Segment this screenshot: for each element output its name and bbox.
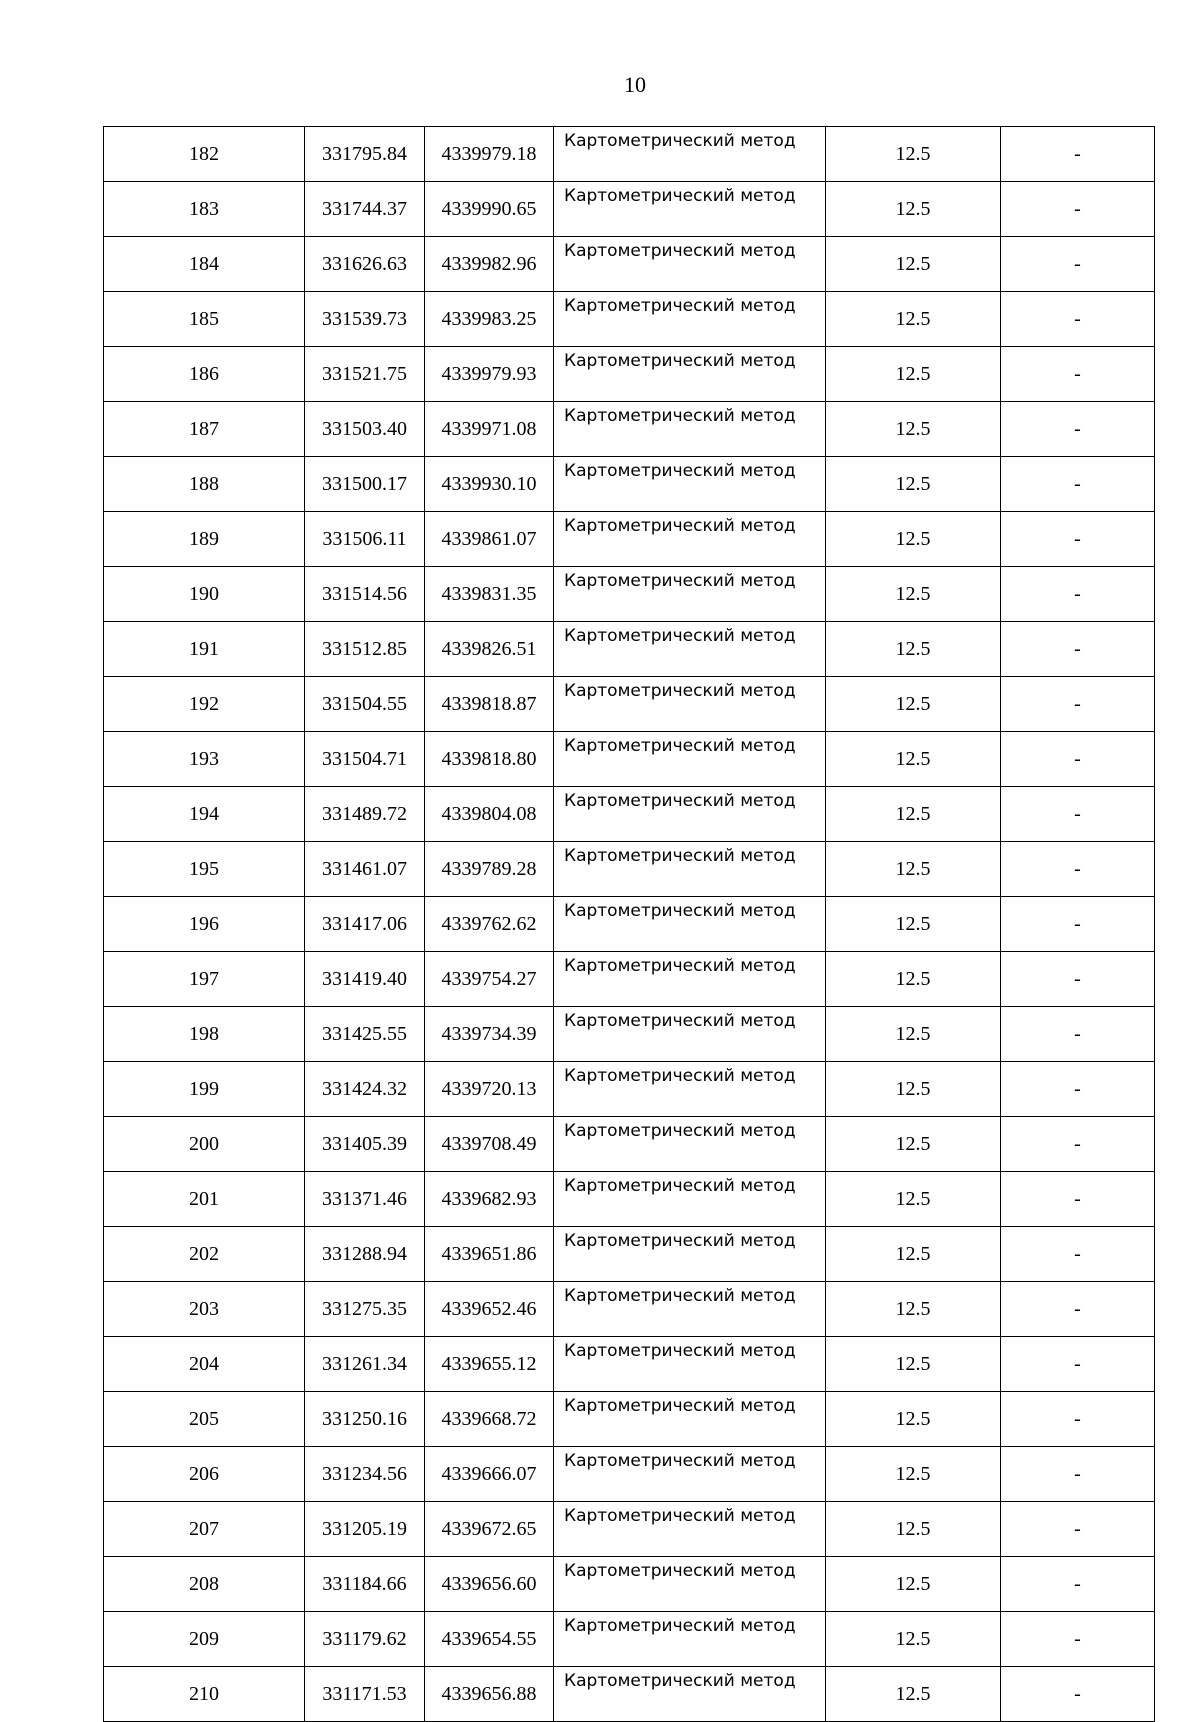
cell-accuracy: 12.5 <box>826 127 1001 182</box>
cell-accuracy: 12.5 <box>826 732 1001 787</box>
cell-note: - <box>1001 1667 1155 1722</box>
table-row <box>104 347 1155 402</box>
cell-point-number: 186 <box>104 347 305 402</box>
cell-coordinate-x: 331504.55 <box>305 677 425 732</box>
cell-point-number: 202 <box>104 1227 305 1282</box>
cell-note: - <box>1001 1337 1155 1392</box>
cell-point-number: 185 <box>104 292 305 347</box>
table-row <box>104 787 1155 842</box>
table-row <box>104 1117 1155 1172</box>
coordinates-table <box>103 126 1155 1722</box>
cell-coordinate-x: 331275.35 <box>305 1282 425 1337</box>
cell-note: - <box>1001 1557 1155 1612</box>
cell-coordinate-x: 331503.40 <box>305 402 425 457</box>
cell-note: - <box>1001 182 1155 237</box>
cell-method: Картометрический метод <box>554 1502 826 1557</box>
cell-point-number: 203 <box>104 1282 305 1337</box>
table-row <box>104 1447 1155 1502</box>
cell-point-number: 198 <box>104 1007 305 1062</box>
cell-coordinate-x: 331288.94 <box>305 1227 425 1282</box>
cell-point-number: 188 <box>104 457 305 512</box>
cell-point-number: 200 <box>104 1117 305 1172</box>
cell-coordinate-x: 331250.16 <box>305 1392 425 1447</box>
cell-coordinate-y: 4339682.93 <box>425 1172 554 1227</box>
cell-note: - <box>1001 677 1155 732</box>
cell-accuracy: 12.5 <box>826 1282 1001 1337</box>
cell-method: Картометрический метод <box>554 182 826 237</box>
cell-coordinate-x: 331205.19 <box>305 1502 425 1557</box>
table-row <box>104 1392 1155 1447</box>
table-row <box>104 292 1155 347</box>
cell-method: Картометрический метод <box>554 1117 826 1172</box>
cell-accuracy: 12.5 <box>826 512 1001 567</box>
cell-coordinate-x: 331504.71 <box>305 732 425 787</box>
cell-accuracy: 12.5 <box>826 622 1001 677</box>
cell-method: Картометрический метод <box>554 787 826 842</box>
cell-note: - <box>1001 1227 1155 1282</box>
cell-accuracy: 12.5 <box>826 567 1001 622</box>
cell-method: Картометрический метод <box>554 1392 826 1447</box>
cell-point-number: 197 <box>104 952 305 1007</box>
cell-coordinate-y: 4339826.51 <box>425 622 554 677</box>
cell-note: - <box>1001 952 1155 1007</box>
cell-accuracy: 12.5 <box>826 1117 1001 1172</box>
cell-note: - <box>1001 1062 1155 1117</box>
cell-method: Картометрический метод <box>554 567 826 622</box>
cell-method: Картометрический метод <box>554 402 826 457</box>
cell-method: Картометрический метод <box>554 732 826 787</box>
cell-coordinate-x: 331234.56 <box>305 1447 425 1502</box>
cell-accuracy: 12.5 <box>826 897 1001 952</box>
table-row <box>104 1337 1155 1392</box>
cell-coordinate-y: 4339656.60 <box>425 1557 554 1612</box>
cell-method: Картометрический метод <box>554 457 826 512</box>
cell-method: Картометрический метод <box>554 897 826 952</box>
cell-coordinate-y: 4339754.27 <box>425 952 554 1007</box>
cell-coordinate-y: 4339983.25 <box>425 292 554 347</box>
cell-accuracy: 12.5 <box>826 1062 1001 1117</box>
cell-method: Картометрический метод <box>554 127 826 182</box>
cell-point-number: 210 <box>104 1667 305 1722</box>
cell-method: Картометрический метод <box>554 1282 826 1337</box>
cell-coordinate-x: 331417.06 <box>305 897 425 952</box>
cell-accuracy: 12.5 <box>826 1502 1001 1557</box>
cell-coordinate-x: 331744.37 <box>305 182 425 237</box>
cell-method: Картометрический метод <box>554 237 826 292</box>
cell-coordinate-y: 4339652.46 <box>425 1282 554 1337</box>
cell-accuracy: 12.5 <box>826 457 1001 512</box>
cell-coordinate-x: 331179.62 <box>305 1612 425 1667</box>
page-number: 10 <box>624 72 646 97</box>
cell-point-number: 182 <box>104 127 305 182</box>
cell-accuracy: 12.5 <box>826 402 1001 457</box>
cell-point-number: 207 <box>104 1502 305 1557</box>
cell-coordinate-y: 4339672.65 <box>425 1502 554 1557</box>
cell-coordinate-x: 331424.32 <box>305 1062 425 1117</box>
cell-coordinate-x: 331795.84 <box>305 127 425 182</box>
cell-note: - <box>1001 842 1155 897</box>
cell-coordinate-x: 331500.17 <box>305 457 425 512</box>
cell-accuracy: 12.5 <box>826 182 1001 237</box>
cell-coordinate-x: 331261.34 <box>305 1337 425 1392</box>
table-row <box>104 457 1155 512</box>
table-row <box>104 1667 1155 1722</box>
cell-coordinate-x: 331521.75 <box>305 347 425 402</box>
cell-note: - <box>1001 897 1155 952</box>
table-row <box>104 952 1155 1007</box>
cell-coordinate-y: 4339861.07 <box>425 512 554 567</box>
cell-accuracy: 12.5 <box>826 347 1001 402</box>
cell-method: Картометрический метод <box>554 292 826 347</box>
cell-method: Картометрический метод <box>554 952 826 1007</box>
cell-point-number: 190 <box>104 567 305 622</box>
cell-coordinate-x: 331405.39 <box>305 1117 425 1172</box>
cell-point-number: 196 <box>104 897 305 952</box>
cell-note: - <box>1001 512 1155 567</box>
cell-method: Картометрический метод <box>554 1557 826 1612</box>
cell-note: - <box>1001 787 1155 842</box>
cell-point-number: 209 <box>104 1612 305 1667</box>
cell-method: Картометрический метод <box>554 1447 826 1502</box>
table-row <box>104 622 1155 677</box>
cell-accuracy: 12.5 <box>826 1612 1001 1667</box>
table-row <box>104 677 1155 732</box>
cell-accuracy: 12.5 <box>826 677 1001 732</box>
cell-point-number: 193 <box>104 732 305 787</box>
table-row <box>104 512 1155 567</box>
cell-point-number: 199 <box>104 1062 305 1117</box>
cell-accuracy: 12.5 <box>826 1392 1001 1447</box>
cell-coordinate-x: 331171.53 <box>305 1667 425 1722</box>
table-row <box>104 897 1155 952</box>
cell-point-number: 195 <box>104 842 305 897</box>
cell-point-number: 183 <box>104 182 305 237</box>
coordinates-table-body <box>104 127 1155 1722</box>
cell-note: - <box>1001 1172 1155 1227</box>
cell-coordinate-y: 4339789.28 <box>425 842 554 897</box>
cell-coordinate-x: 331419.40 <box>305 952 425 1007</box>
cell-coordinate-y: 4339818.80 <box>425 732 554 787</box>
cell-note: - <box>1001 127 1155 182</box>
cell-coordinate-x: 331461.07 <box>305 842 425 897</box>
cell-accuracy: 12.5 <box>826 952 1001 1007</box>
cell-coordinate-y: 4339971.08 <box>425 402 554 457</box>
cell-note: - <box>1001 1007 1155 1062</box>
table-row <box>104 1172 1155 1227</box>
table-row <box>104 1227 1155 1282</box>
cell-coordinate-x: 331184.66 <box>305 1557 425 1612</box>
table-row <box>104 127 1155 182</box>
cell-coordinate-y: 4339804.08 <box>425 787 554 842</box>
table-row <box>104 237 1155 292</box>
cell-note: - <box>1001 567 1155 622</box>
cell-accuracy: 12.5 <box>826 1557 1001 1612</box>
cell-method: Картометрический метод <box>554 1667 826 1722</box>
table-row <box>104 1502 1155 1557</box>
cell-point-number: 184 <box>104 237 305 292</box>
cell-coordinate-x: 331371.46 <box>305 1172 425 1227</box>
cell-method: Картометрический метод <box>554 347 826 402</box>
cell-method: Картометрический метод <box>554 1172 826 1227</box>
cell-coordinate-y: 4339990.65 <box>425 182 554 237</box>
cell-method: Картометрический метод <box>554 1062 826 1117</box>
cell-coordinate-y: 4339979.93 <box>425 347 554 402</box>
cell-coordinate-y: 4339734.39 <box>425 1007 554 1062</box>
cell-coordinate-x: 331512.85 <box>305 622 425 677</box>
cell-note: - <box>1001 1502 1155 1557</box>
cell-note: - <box>1001 1117 1155 1172</box>
cell-method: Картометрический метод <box>554 1612 826 1667</box>
cell-note: - <box>1001 457 1155 512</box>
cell-method: Картометрический метод <box>554 512 826 567</box>
cell-note: - <box>1001 402 1155 457</box>
cell-coordinate-x: 331489.72 <box>305 787 425 842</box>
cell-note: - <box>1001 622 1155 677</box>
cell-point-number: 201 <box>104 1172 305 1227</box>
cell-accuracy: 12.5 <box>826 1172 1001 1227</box>
cell-coordinate-y: 4339655.12 <box>425 1337 554 1392</box>
cell-point-number: 191 <box>104 622 305 677</box>
cell-note: - <box>1001 237 1155 292</box>
cell-accuracy: 12.5 <box>826 1337 1001 1392</box>
table-row <box>104 842 1155 897</box>
cell-point-number: 194 <box>104 787 305 842</box>
cell-coordinate-x: 331514.56 <box>305 567 425 622</box>
cell-point-number: 204 <box>104 1337 305 1392</box>
cell-coordinate-x: 331539.73 <box>305 292 425 347</box>
table-row <box>104 1007 1155 1062</box>
cell-point-number: 206 <box>104 1447 305 1502</box>
cell-note: - <box>1001 1392 1155 1447</box>
cell-accuracy: 12.5 <box>826 1447 1001 1502</box>
cell-point-number: 208 <box>104 1557 305 1612</box>
cell-point-number: 189 <box>104 512 305 567</box>
table-row <box>104 1062 1155 1117</box>
cell-method: Картометрический метод <box>554 1337 826 1392</box>
cell-note: - <box>1001 732 1155 787</box>
table-row <box>104 1282 1155 1337</box>
cell-note: - <box>1001 347 1155 402</box>
cell-coordinate-y: 4339654.55 <box>425 1612 554 1667</box>
cell-note: - <box>1001 292 1155 347</box>
table-row <box>104 567 1155 622</box>
cell-coordinate-y: 4339708.49 <box>425 1117 554 1172</box>
cell-coordinate-x: 331506.11 <box>305 512 425 567</box>
table-row <box>104 402 1155 457</box>
cell-coordinate-y: 4339979.18 <box>425 127 554 182</box>
cell-coordinate-y: 4339651.86 <box>425 1227 554 1282</box>
cell-note: - <box>1001 1612 1155 1667</box>
cell-coordinate-y: 4339831.35 <box>425 567 554 622</box>
cell-method: Картометрический метод <box>554 622 826 677</box>
cell-method: Картометрический метод <box>554 1227 826 1282</box>
cell-note: - <box>1001 1447 1155 1502</box>
cell-coordinate-y: 4339666.07 <box>425 1447 554 1502</box>
cell-coordinate-y: 4339656.88 <box>425 1667 554 1722</box>
table-row <box>104 1557 1155 1612</box>
cell-accuracy: 12.5 <box>826 292 1001 347</box>
table-row <box>104 1612 1155 1667</box>
cell-note: - <box>1001 1282 1155 1337</box>
cell-coordinate-y: 4339668.72 <box>425 1392 554 1447</box>
cell-point-number: 187 <box>104 402 305 457</box>
cell-method: Картометрический метод <box>554 1007 826 1062</box>
cell-method: Картометрический метод <box>554 842 826 897</box>
cell-coordinate-y: 4339818.87 <box>425 677 554 732</box>
table-row <box>104 182 1155 237</box>
cell-accuracy: 12.5 <box>826 1667 1001 1722</box>
table-row <box>104 732 1155 787</box>
cell-method: Картометрический метод <box>554 677 826 732</box>
cell-coordinate-x: 331425.55 <box>305 1007 425 1062</box>
cell-accuracy: 12.5 <box>826 842 1001 897</box>
cell-coordinate-y: 4339762.62 <box>425 897 554 952</box>
cell-coordinate-x: 331626.63 <box>305 237 425 292</box>
cell-accuracy: 12.5 <box>826 1007 1001 1062</box>
cell-point-number: 192 <box>104 677 305 732</box>
cell-point-number: 205 <box>104 1392 305 1447</box>
cell-coordinate-y: 4339930.10 <box>425 457 554 512</box>
cell-coordinate-y: 4339982.96 <box>425 237 554 292</box>
cell-accuracy: 12.5 <box>826 1227 1001 1282</box>
cell-coordinate-y: 4339720.13 <box>425 1062 554 1117</box>
cell-accuracy: 12.5 <box>826 237 1001 292</box>
cell-accuracy: 12.5 <box>826 787 1001 842</box>
